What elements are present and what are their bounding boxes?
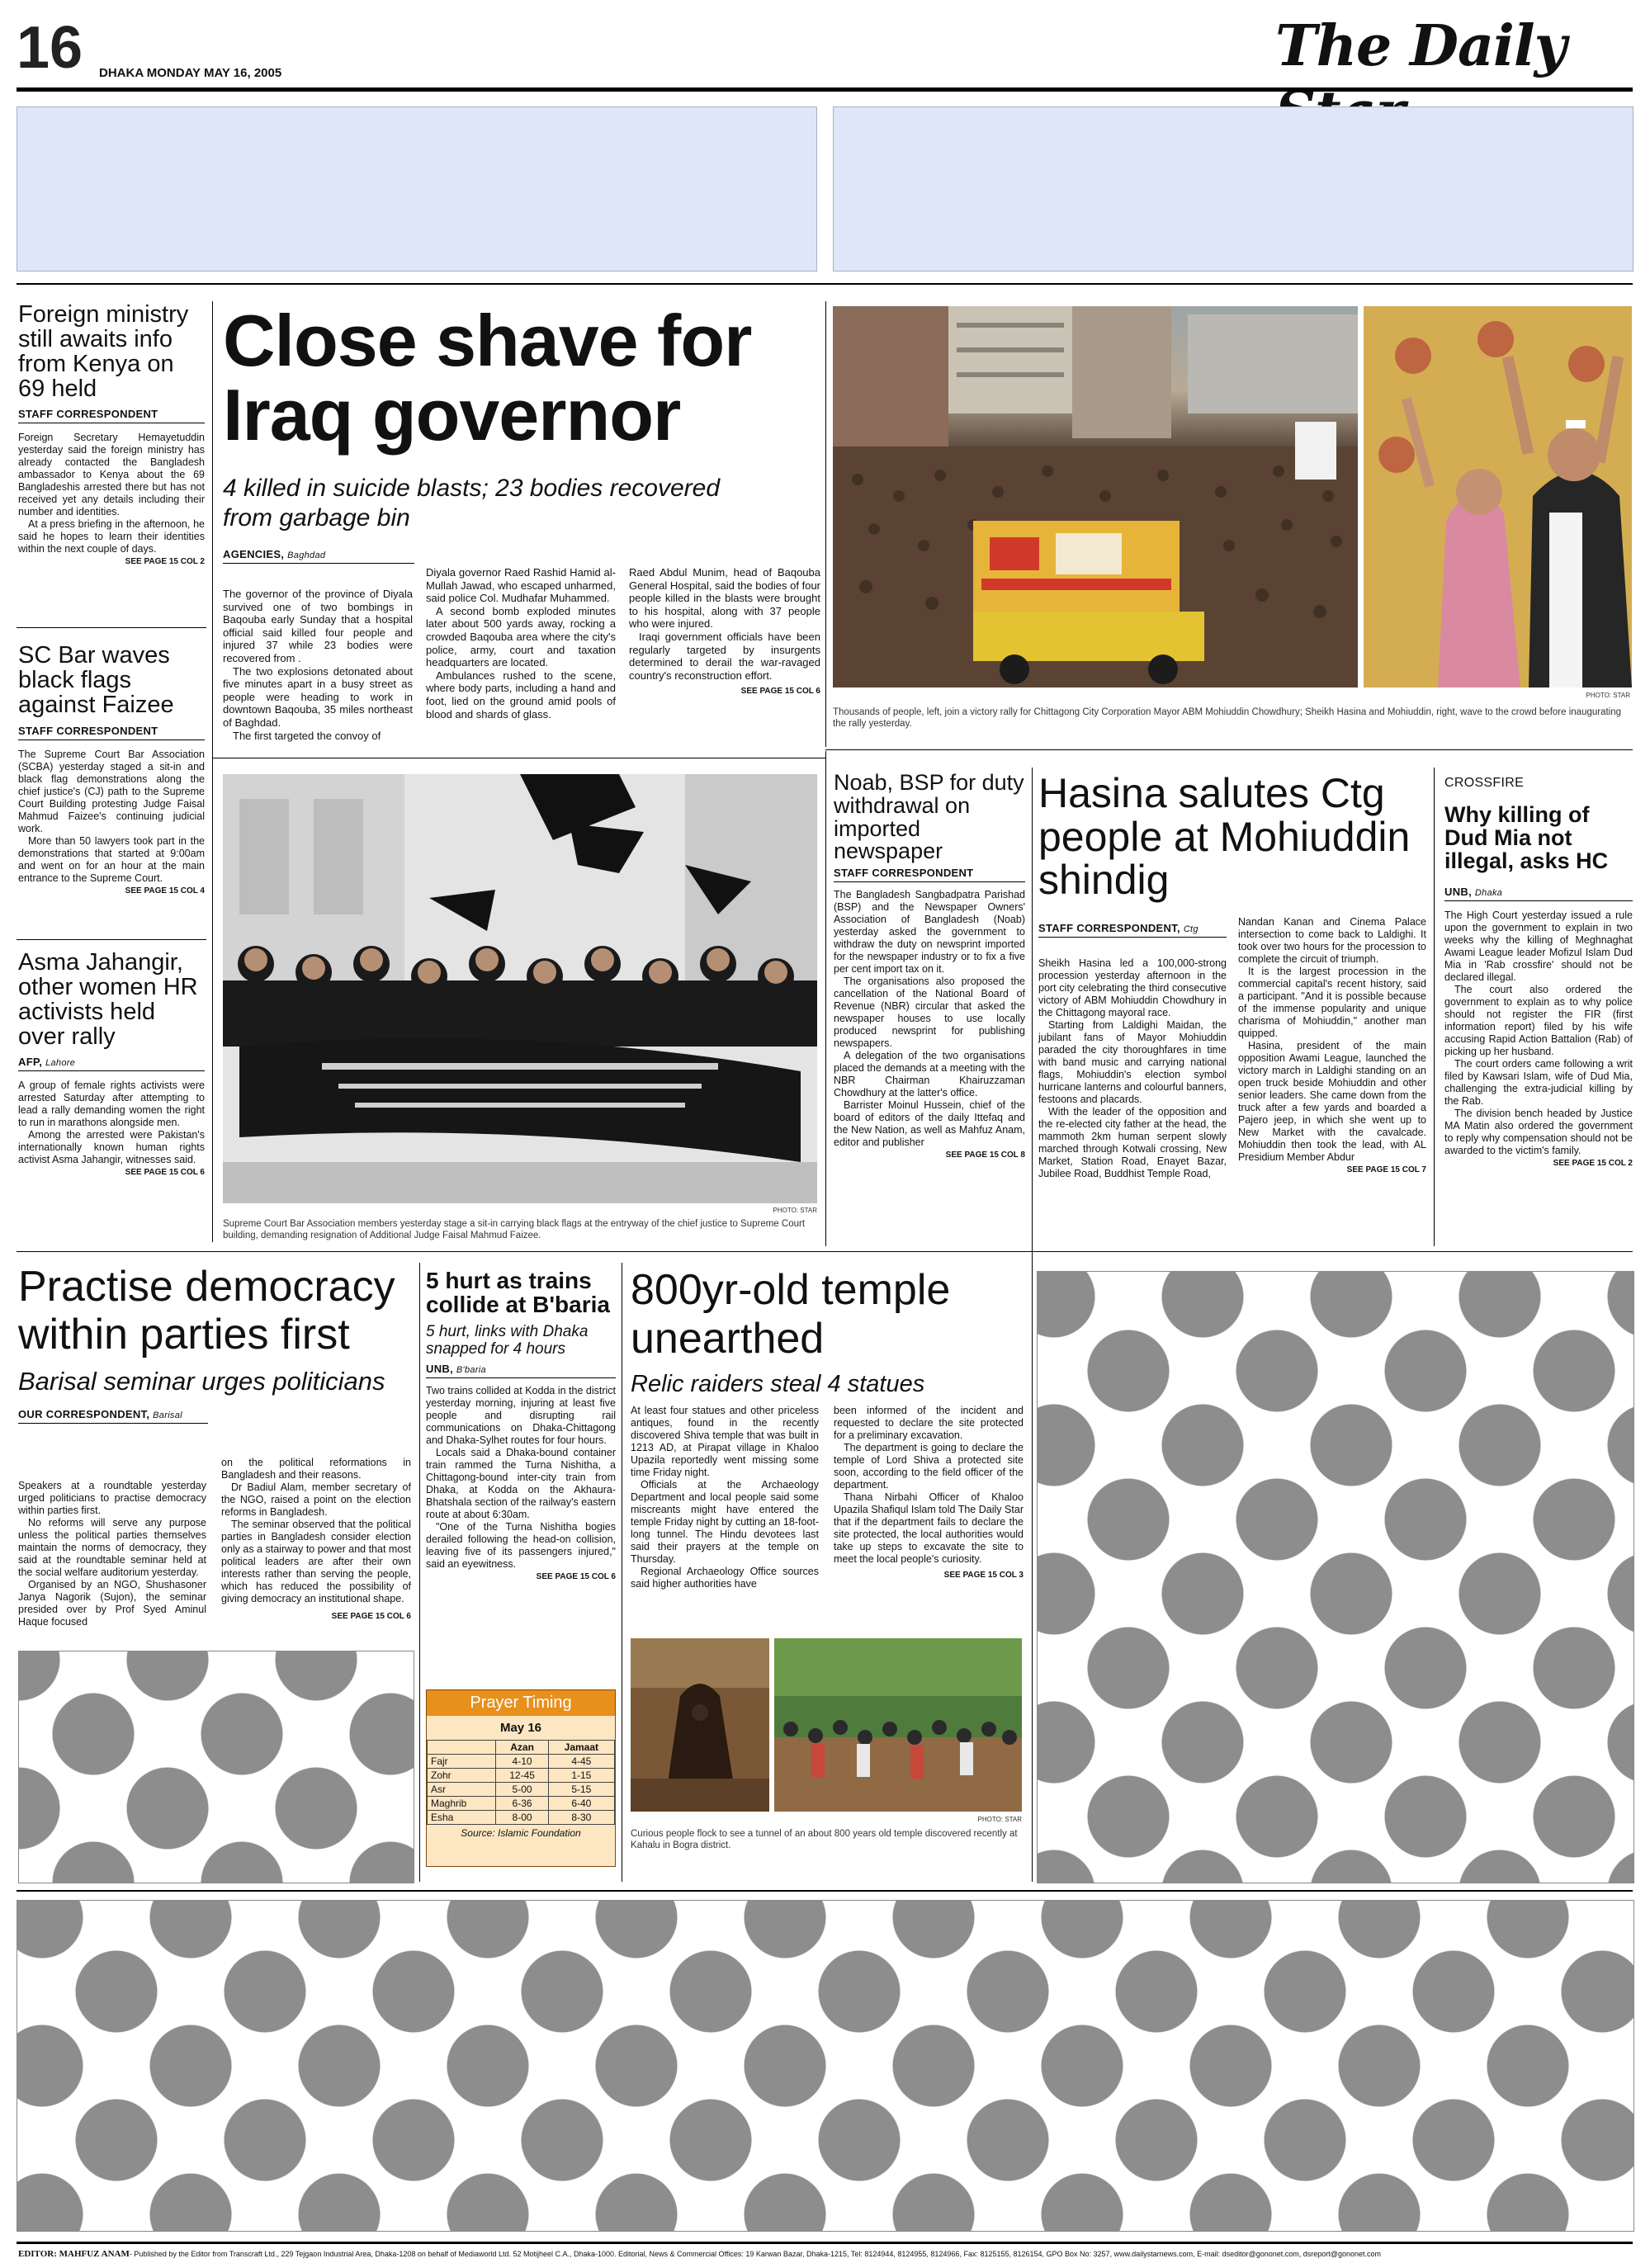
deck: Barisal seminar urges politicians — [18, 1367, 385, 1396]
jump-line: SEE PAGE 15 COL 6 — [536, 1572, 616, 1582]
headline: Why killing of Dud Mia not illegal, asks HC — [1444, 802, 1609, 873]
headline: Noab, BSP for duty withdrawal on imported newspaper — [834, 770, 1024, 864]
page-number: 16 — [17, 15, 83, 81]
table-cell: 6-40 — [548, 1797, 614, 1811]
column-rule — [17, 627, 206, 628]
paragraph: Sheikh Hasina led a 100,000-strong procession yesterday afternoon in the port city celebrating the third consecutive victory of ABM Mohiuddin Chowdhury in the Chittagong mayoral race. — [1038, 957, 1227, 1018]
paragraph: The seminar observed that the political parties in Bangladesh consider election only as a stairway to power and that most political leaders are after their own interests rather than serving the people, which has reduced the possibility of giving democracy an institutional shape. — [221, 1519, 411, 1604]
byline: STAFF CORRESPONDENT — [834, 867, 1025, 882]
paragraph: The governor of the province of Diyala survived one of two bombings in Baqouba early Sunday that a hospital official said killed four people and injured 37 while 23 bodies were recovered from . — [223, 588, 413, 664]
jump-line: SEE PAGE 15 COL 6 — [125, 1168, 205, 1178]
footer-editor: EDITOR: MAHFUZ ANAM — [18, 2249, 130, 2259]
paragraph: The Supreme Court Bar Association (SCBA) yesterday staged a sit-in and black flag demonstrations along the chief justice's (CJ) path to the Supreme Court Building protesting Judge Faisal Mahmud Faizee's continuing judicial work. — [18, 748, 205, 834]
byline-place: B'baria — [456, 1365, 486, 1376]
headline: Practise democracy within parties first — [18, 1263, 395, 1359]
photo-credit: PHOTO: STAR — [1586, 692, 1630, 699]
dateline: DHAKA MONDAY MAY 16, 2005 — [99, 66, 282, 80]
paragraph: Thana Nirbahi Officer of Khaloo Upazila Shafiqul Islam told The Daily Star that if the department fails to declare the site protected, the local authorities would take up steps to excavate the site to meet the local people's curiosity. — [834, 1491, 1024, 1565]
table-cell: 6-36 — [496, 1797, 548, 1811]
paragraph: At a press briefing in the afternoon, he said he hopes to learn their identities within the next couple of days. — [18, 518, 205, 555]
temple-crowd-photo — [774, 1638, 1022, 1812]
table-row — [428, 1755, 615, 1769]
kicker: CROSSFIRE — [1444, 776, 1525, 790]
paragraph: Regional Archaeology Office sources said higher authorities have — [631, 1566, 819, 1590]
advertisement-space-dotted — [18, 1651, 414, 1883]
crossfire-story — [1444, 776, 1633, 1168]
prayer-timing-source: Source: Islamic Foundation — [461, 1827, 581, 1839]
byline-place: Baghdad — [287, 550, 326, 560]
table-row — [428, 1769, 615, 1783]
sc-photo-caption: Supreme Court Bar Association members yesterday stage a sit-in carrying black flags at the entryway of the chief justice to Supreme Court building, demanding resignation of Additional Judge Faisal Mahmud Faizee. — [223, 1219, 806, 1241]
lead-story — [223, 300, 817, 564]
byline-place: Barisal — [153, 1410, 182, 1421]
photo-credit: PHOTO: STAR — [977, 1816, 1022, 1823]
paragraph: Two trains collided at Kodda in the district yesterday morning, injuring at least five people and disrupting rail communications on Dhaka-Chittagong and Dhaka-Sylhet routes for four hours. — [426, 1385, 616, 1447]
masthead-rule — [17, 87, 1633, 92]
byline: STAFF CORRESPONDENT — [18, 725, 205, 740]
footer-rule — [17, 2242, 1633, 2244]
byline — [1444, 886, 1633, 901]
paragraph: The two explosions detonated about five minutes apart in a busy street as people were heading to work in downtown Baqouba, 35 miles northeast of Baghdad. — [223, 664, 413, 729]
hasina-mohiuddin-photo — [1364, 306, 1632, 687]
byline-agency: AFP, — [18, 1056, 43, 1069]
paragraph: Among the arrested were Pakistan's internationally known human rights activist Asma Jahangir, witnesses said. — [18, 1129, 205, 1166]
lead-column-1 — [223, 588, 413, 742]
jump-line: SEE PAGE 15 COL 2 — [1553, 1159, 1633, 1169]
table-header-cell — [428, 1741, 496, 1755]
paragraph: Nandan Kanan and Cinema Palace intersection to come back to Laldighi. It took over two hours for the procession to complete the circuit of triumph. — [1238, 916, 1426, 965]
jump-line: SEE PAGE 15 COL 6 — [331, 1612, 411, 1621]
rally-crowd-photo — [833, 306, 1358, 687]
article-body — [18, 1080, 205, 1166]
prayer-timing-title: Prayer Timing — [427, 1690, 615, 1716]
byline-agency: UNB, — [1444, 886, 1472, 899]
column-rule — [419, 1263, 420, 1882]
headline: Foreign ministry still awaits info from Kenya on 69 held — [18, 301, 189, 402]
byline: STAFF CORRESPONDENT — [18, 408, 205, 423]
rally-crowd-illustration — [833, 306, 1358, 687]
section-rule — [825, 749, 1633, 750]
supreme-court-protest-photo — [223, 774, 817, 1203]
advertisement-space-dotted — [1037, 1271, 1634, 1883]
paragraph: The department is going to declare the temple of Lord Shiva a protected site soon, according to the field officer of the department. — [834, 1442, 1024, 1491]
jump-line: SEE PAGE 15 COL 7 — [1346, 1165, 1426, 1174]
paragraph: Organised by an NGO, Shushasoner Janya Nagorik (Sujon), the seminar presided over by Prof Syed Aminul Haque focused — [18, 1579, 206, 1628]
temple-column-1 — [631, 1405, 819, 1590]
paragraph: Dr Badiul Alam, member secretary of the NGO, raised a point on the election reforms in Bangladesh. — [221, 1481, 411, 1518]
byline — [18, 1408, 208, 1424]
column-rule — [825, 751, 826, 1246]
paragraph: The first targeted the convoy of — [233, 729, 381, 742]
headline: SC Bar waves black flags against Faizee — [18, 642, 174, 718]
paragraph: Iraqi government officials have been regularly targeted by insurgents determined to derail the war-ravaged country's reconstruction effort. — [629, 630, 820, 682]
headline: Hasina salutes Ctg people at Mohiuddin shindig — [1038, 770, 1411, 903]
byline — [223, 548, 414, 564]
byline-agency: UNB, — [426, 1363, 453, 1376]
table-cell: 8-30 — [548, 1811, 614, 1825]
paragraph: Raed Abdul Munim, head of Baqouba General Hospital, said the bodies of four people killed in the blasts were brought to his hospital, along with 37 people who were injured. — [629, 566, 820, 631]
table-cell: 8-00 — [496, 1811, 548, 1825]
advertisement-space-dotted — [17, 1900, 1634, 2232]
article-body — [426, 1385, 616, 1571]
paragraph: Locals said a Dhaka-bound container train rammed the Turna Nishitha, a Chittagong-bound inter-city train from Dhaka, at Kodda on the Akhaura-Bhatshala section of the railway's eastern route at about 6:30am. — [426, 1447, 616, 1521]
table-header-cell: Azan — [496, 1741, 548, 1755]
table-row — [428, 1811, 615, 1825]
leaders-waving-illustration — [1364, 306, 1632, 687]
paragraph: been informed of the incident and requested to declare the site protected for a preliminary excavation. — [834, 1405, 1024, 1441]
jump-line: SEE PAGE 15 COL 3 — [943, 1571, 1024, 1580]
byline-agency: AGENCIES, — [223, 547, 285, 560]
table-header-row — [428, 1741, 615, 1755]
prayer-timing-box — [426, 1689, 616, 1867]
lead-column-2 — [426, 566, 616, 721]
hasina-column-2 — [1238, 916, 1426, 1175]
table-cell: Fajr — [428, 1755, 496, 1769]
paragraph: The Bangladesh Sangbadpatra Parishad (BSP) and the Newspaper Owners' Association of Bangladesh (Noab) yesterday asked the government to withdraw the duty on newsprint imported for the newspaper industry or to fix a five per cent import tax on it. — [834, 889, 1025, 976]
paragraph: "One of the Turna Nishitha bogies derailed following the head-on collision, leaving five of its passengers injured," said an eyewitness. — [426, 1521, 616, 1571]
left-column-story-1 — [18, 303, 205, 566]
headline: 5 hurt as trains collide at B'baria — [426, 1268, 610, 1317]
hasina-column-1 — [1038, 957, 1227, 1180]
jump-line: SEE PAGE 15 COL 8 — [945, 1151, 1025, 1160]
column-rule — [212, 301, 213, 1242]
paragraph: Officials at the Archaeology Department and local people said some miscreants might have entered the temple Friday night by cutting an 18-foot-long tunnel. The Hindu devotees last said their prayers at the temple on Thursday. — [631, 1479, 819, 1565]
democracy-column-1 — [18, 1480, 206, 1628]
temple-tunnel-photo — [631, 1638, 769, 1812]
prayer-timing-table — [427, 1740, 615, 1825]
paragraph: The division bench headed by Justice MA Matin also ordered the government to reply why compensation should not be awarded to the victim's family. — [1444, 1108, 1633, 1157]
democracy-story — [18, 1263, 413, 1424]
byline — [18, 1056, 205, 1071]
paragraph: Starting from Laldighi Maidan, the jubilant fans of Mayor Mohiuddin paraded the city thoroughfares in time with band music and carrying national flags, Mohiuddin's election symbol hurricane lanterns and colourful banners, festoons and placards. — [1038, 1019, 1227, 1105]
paragraph: No reforms will serve any purpose unless the political parties themselves maintain the norms of democracy, they said at the roundtable seminar held at the social welfare auditorium yesterday. — [18, 1517, 206, 1578]
paragraph: With the leader of the opposition and the re-elected city father at the head, the mammoth 2km human serpent slowly marched through Kotwali crossing, New Market, Station Road, Enayet Bazar, Jubilee Road, Buddhist Temple Road, — [1038, 1106, 1227, 1179]
table-cell: 1-15 — [548, 1769, 614, 1783]
table-cell: Maghrib — [428, 1797, 496, 1811]
byline-place: Ctg — [1183, 924, 1198, 934]
paragraph: The organisations also proposed the cancellation of the National Board of Revenue (NBR) circular that asked the newspaper houses to use locally produced newsprint for publishing newspapers. — [834, 976, 1025, 1050]
photo-credit: PHOTO: STAR — [773, 1207, 817, 1214]
trains-story — [426, 1269, 616, 1581]
jump-line: SEE PAGE 15 COL 4 — [125, 886, 205, 895]
left-column-story-2 — [18, 644, 205, 895]
section-rule — [17, 1251, 1633, 1252]
paragraph: Speakers at a roundtable yesterday urged politicians to practise democracy within parties first. — [18, 1480, 206, 1516]
article-body — [834, 889, 1025, 1149]
paragraph: Diyala governor Raed Rashid Hamid al-Mullah Jawad, who escaped unharmed, said police Col. Mudhafar Muhammed. — [426, 566, 616, 605]
table-cell: 5-00 — [496, 1783, 548, 1797]
noab-story — [834, 772, 1025, 1160]
column-rule — [17, 939, 206, 940]
byline-agency: STAFF CORRESPONDENT, — [1038, 921, 1180, 934]
temple-story — [631, 1266, 1027, 1398]
paragraph: Hasina, president of the main opposition Awami League, launched the victory march in Laldighi standing on an open truck beside Mohiuddin and other senior leaders. She came down from the truck after a few yards and boarded a Pajero jeep, in which she went up to New Market with the cavalcade. Mohiuddin then took the lead, with AL Presidium Member Abdur — [1238, 1040, 1426, 1163]
jump-line: SEE PAGE 15 COL 2 — [125, 557, 205, 567]
deck: Relic raiders steal 4 statues — [631, 1370, 925, 1397]
paragraph: More than 50 lawyers took part in the demonstrations that started at 9:00am and went on for an hour at the main entrance to the Supreme Court. — [18, 834, 205, 884]
protest-illustration — [223, 774, 817, 1203]
prayer-timing-date: May 16 — [499, 1721, 542, 1735]
paragraph: At least four statues and other priceless antiques, found in the recently discovered Shiva temple that was built in 1213 AD, at Pirapat village in Khaloo Upazila reportedly went missing some time Friday night. — [631, 1405, 819, 1478]
paragraph: The High Court yesterday issued a rule upon the government to explain in two weeks why the killing of Meghnaghat Awami League leader Mofizul Islam Dud Mia in 'Rab crossfire' should not be declared illegal. — [1444, 910, 1633, 984]
paragraph: A delegation of the two organisations placed the demands at a meeting with the NBR Chairman Khairuzzaman Chowdhury at the latter's office. — [834, 1050, 1025, 1099]
paragraph: Ambulances rushed to the scene, where body parts, including a hand and foot, lied on the ground amid pools of blood and shards of glass. — [426, 669, 616, 721]
table-cell: 4-10 — [496, 1755, 548, 1769]
table-cell: Zohr — [428, 1769, 496, 1783]
temple-photo-caption: Curious people flock to see a tunnel of an about 800 years old temple discovered recently at Kahalu in Bogra district. — [631, 1829, 1018, 1851]
byline — [426, 1363, 616, 1378]
article-body — [18, 749, 205, 885]
ad-rule — [17, 283, 1633, 285]
table-cell: 5-15 — [548, 1783, 614, 1797]
table-row — [428, 1783, 615, 1797]
headline: Asma Jahangir, other women HR activists held over rally — [18, 949, 198, 1050]
paragraph: Foreign Secretary Hemayetuddin yesterday said the foreign ministry has already contacted the Bangladesh ambassador to Kenya about the 69 Bangladeshis arrested there but has not received yet any details including their number and identities. — [18, 432, 205, 518]
democracy-column-2 — [221, 1457, 411, 1622]
column-rule — [1434, 768, 1435, 1246]
article-body — [18, 432, 205, 555]
crowd-illustration — [774, 1638, 1022, 1812]
table-cell: 4-45 — [548, 1755, 614, 1769]
paragraph: Barrister Moinul Hussein, chief of the board of editors of the daily Ittefaq and the New Nation, as well as Mahfuz Anam, editor and publisher — [834, 1099, 1025, 1149]
paragraph: A second bomb exploded minutes later about 500 yards away, rocking a crowded Baqouba area where the city's police, army, court and taxation headquarters are located. — [426, 604, 616, 669]
table-row — [428, 1797, 615, 1811]
tunnel-illustration — [631, 1638, 769, 1812]
lead-deck: 4 killed in suicide blasts; 23 bodies recovered from garbage bin — [223, 474, 721, 532]
byline-place: Lahore — [45, 1058, 76, 1069]
table-cell: Esha — [428, 1811, 496, 1825]
paragraph: The court also ordered the government to explain as to why police should not register the FIR (first information report) filed by his wife accusing Rapid Action Battalion (Rab) of picking up her husband. — [1444, 984, 1633, 1058]
lead-headline: Close shave for Iraq governor — [223, 300, 752, 456]
hasina-story — [1038, 772, 1426, 938]
paragraph: It is the largest procession in the commercial capital's recent history, said a participant. "And it is possible because of the immense popularity and unique charisma of Mohiuddin," another man quipped. — [1238, 966, 1426, 1039]
byline-place: Dhaka — [1474, 888, 1503, 899]
column-rule — [825, 301, 826, 747]
article-body — [1444, 910, 1633, 1157]
byline-agency: OUR CORRESPONDENT, — [18, 1408, 150, 1421]
lead-column-3 — [629, 566, 820, 697]
footer-imprint — [18, 2249, 1632, 2259]
byline — [1038, 922, 1227, 938]
footer-imprint-text: - Published by the Editor from Transcraft Ltd., 229 Tejgaon Industrial Area, Dhaka-1208 on behalf of Mediaworld Ltd. 52 Motijheel C.A., Dhaka-1000. Editorial, News & Commercial Offices: 19 Karwan Bazar, Dhaka-1215, Tel: 8124944, 8124955, 8124966, Fax: 8125155, 8126154, GPO Box No: 3257, www.dailystarnews.com, E-mail: dseditor@gononet.com, dsreport@gononet.com — [129, 2250, 1381, 2258]
left-column-story-3 — [18, 951, 205, 1177]
paragraph: on the political reformations in Bangladesh and their reasons. — [221, 1457, 411, 1481]
table-cell: 12-45 — [496, 1769, 548, 1783]
headline: 800yr-old temple unearthed — [631, 1266, 951, 1363]
deck: 5 hurt, links with Dhaka snapped for 4 hours — [426, 1322, 589, 1358]
paragraph: A group of female rights activists were arrested Saturday after attempting to lead a rally demanding women the right to run in marathons alongside men. — [18, 1080, 205, 1129]
masthead-logo: The Daily — [1275, 13, 1567, 79]
rally-photo-caption: Thousands of people, left, join a victory rally for Chittagong City Corporation Mayor ABM Mohiuddin Chowdhury; Sheikh Hasina and Mohiuddin, right, wave to the crowd before inaugurating the rally yesterday. — [833, 707, 1622, 730]
paragraph: The court orders came following a writ filed by Kawsari Islam, wife of Dud Mia, challenging the extra-judicial killing by the Rab. — [1444, 1058, 1633, 1108]
temple-column-2 — [834, 1405, 1024, 1581]
ad-space-top-left — [17, 106, 817, 272]
table-header-cell: Jamaat — [548, 1741, 614, 1755]
column-rule — [1032, 768, 1033, 1882]
section-rule — [17, 1890, 1633, 1892]
table-cell: Asr — [428, 1783, 496, 1797]
jump-line: SEE PAGE 15 COL 6 — [740, 687, 820, 697]
ad-space-top-right — [833, 106, 1633, 272]
